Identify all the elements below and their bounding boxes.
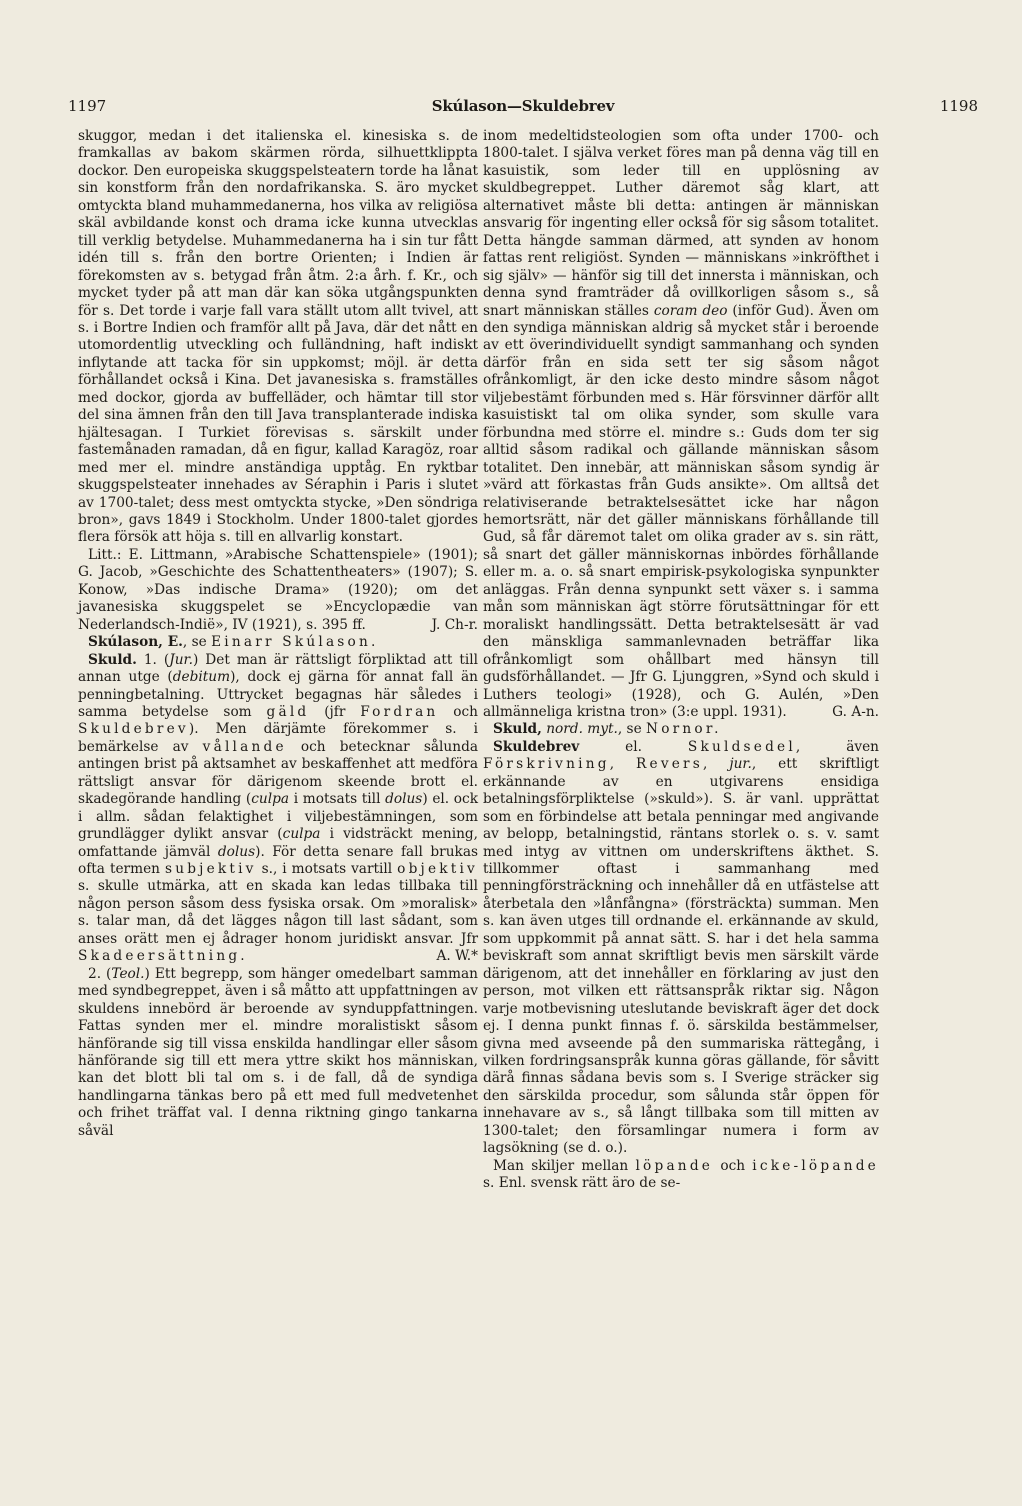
entry-headword: Skuldebrev	[493, 738, 580, 755]
latin-term: culpa	[282, 826, 321, 843]
cross-reference: Skuldebrev	[78, 721, 189, 738]
entry-skulason	[78, 634, 478, 651]
entry-text: ) Ett begrepp, som hänger omedelbart samman med syndbegreppet, även i så måtto att uppfattningen av skuldens innebörd är beroende av synduppfattningen. Fattas synden mer el. mindre moralistiskt såsom hänförande sig till vissa enskilda handlingar eller såsom hänförande sig till ett mera yttre skikt hos människan, kan det blott bli tal om s. i de fall, då de syndiga handlingarna tänkas bero på ett med full medvetenhet och frihet träffat val. I denna riktning gingo tankarna såväl	[78, 965, 478, 1139]
entry-skuld-jur	[78, 652, 478, 966]
author-signature: G. A-n.	[832, 703, 879, 720]
entry-headword: Skuld,	[493, 721, 542, 738]
entry-text: ) el. ock i allm. sådan felaktighet i viljebestämningen, som grundlägger dylikt ansvar (	[78, 791, 479, 843]
spaced-term: Revers	[636, 756, 704, 773]
paragraph-skuggspel: skuggor, medan i det italienska el. kinesiska s. de framkallas av bakom skärmen rörda, silhuettklippta dockor. Den europeiska skuggspelsteatern torde ha lånat sin konstform från den nordafrikanska. S. äro mycket omtyckta bland muhammedanerna, hos vilka av religiösa skäl avbildande konst och drama icke kunna utvecklas till verklig betydelse. Muhammedanerna ha i sin tur fått idén till s. från den bortre Orienten; i Indien är förekomsten av s. betygad från åtm. 2:a årh. f. Kr., och mycket tyder på att man där kan söka utgångspunkten för s. Det torde i varje fall vara ställt utom allt tvivel, att s. i Bortre Indien och framför allt på Java, där det nått en utomordentlig utveckling och fulländning, haft indiskt inflytande att tacka för sin uppkomst; möjl. är detta förhållandet också i Kina. Det javanesiska s. framställes med dockor, gjorda av buffelläder, och hämtar till stor del sina ämnen från den till Java transplanterade indiska hjältesagan. I Turkiet förevisas s. särskilt under fastemånaden ramadan, då en figur, kallad Karagöz, roar med mer el. mindre anständiga upptåg. En ryktbar skuggspelsteater innehades av Séraphin i Paris i slutet av 1700-talet; dess mest omtyckta stycke, »Den söndriga bron», gavs 1849 i Stockholm. Under 1800-talet gjordes flera försök att höja s. till en allvarlig konstart.	[78, 128, 478, 546]
entry-text: och	[438, 703, 479, 720]
latin-term: coram deo	[653, 302, 728, 319]
author-signature: J. Ch-r.	[431, 616, 478, 633]
cross-reference: Fordran	[360, 703, 439, 720]
entry-text: 2. (	[88, 965, 112, 982]
entry-text: ). För detta senare fall brukas ofta termen	[78, 843, 479, 878]
subject-label: Jur.	[169, 651, 193, 668]
entry-text: 1. (	[136, 651, 170, 668]
literature-text: Litt.: E. Littmann, »Arabische Schattenspiele» (1901); G. Jacob, »Geschichte des Schattentheaters» (1907); S. Konow, »Das indische Drama» (1920); om det javanesiska skuggspelet se »Encyclopædie van Nederlandsch-Indië», IV (1921), s. 395 ff.	[78, 546, 478, 633]
entry-text: i motsats till	[289, 791, 386, 808]
right-page-number: 1198	[939, 97, 978, 115]
entry-text: s., i motsats vartill	[256, 861, 398, 878]
left-page-number: 1197	[68, 97, 107, 115]
entry-text: i vidsträckt mening, omfattande jämväl	[78, 826, 478, 860]
entry-skuld-myt	[483, 721, 879, 738]
paragraph-literature	[78, 547, 478, 634]
latin-term: debitum	[172, 669, 231, 686]
running-title: Skúlason—Skuldebrev	[431, 97, 615, 115]
subject-label: nord. myt.	[541, 721, 618, 738]
spaced-term: subjektiv	[164, 861, 257, 878]
latin-term: dolus	[385, 791, 423, 808]
paragraph-lopande	[483, 1158, 879, 1193]
entry-text: inom medeltidsteologien som ofta under 1700- och 1800-talet. I själva verket föres man på denna väg till en kasuistik, som leder till en upplösning av skuldbegreppet. Luther däremot såg klart, att alternativet måste bli detta: antingen är människan ansvarig för ingenting eller också för sig såsom totalitet. Detta hängde samman därmed, att synden av honom fattas rent religiöst. Synden — människans »inkröfthet i sig själv» — hänför sig till det innersta i människan, och denna synd framträder då ovillkorligen såsom s., så snart människan ställes	[483, 128, 879, 319]
spaced-term: Skuldsedel	[687, 738, 796, 755]
entry-text: , ett skriftligt erkännande av en utgivarens ensidiga betalningsförpliktelse (»skuld»). S. är vanl. upprättat som en förbindelse att betala penningar med angivande av belopp, betalningstid, räntans storlek o. s. v. samt med intyg av vittnen om underskriftens äkthet. S. tillkommer oftast i sammanhang med penningförsträckning och innehåller då en utfästelse att återbetala den »lånfångna» (försträckta) summan. Men s. kan även utges till ordnande el. erkännande av skuld, som uppkommit på annat sätt. S. har i det hela samma beviskraft som annat skriftligt bevis men särskilt värde därigenom, att det innehåller en förklaring av just den person, mot vilken ett rättsanspråk riktar sig. Någon varje motbevisning uteslutande beviskraft äger det dock ej. I denna punkt finnas f. ö. särskilda bestämmelser, givna med avseende på den summariska rättegång, i vilken fordringsanspråk kunna göras gällande, för såvitt därå finnas sådana bevis som s. I Sverige sträcker sig den särskilda procedur, som sålunda står öppen för innehavare av s., så långt tillbaka som till mitten av 1300-talet; den församlingar numera i form av lagsökning (se d. o.).	[483, 756, 880, 1157]
entry-text: och betecknar sålunda antingen brist på aktsamhet av beskaffenhet att medföra rättsligt ansvar för därigenom skeende brott el. skadegörande handling (	[78, 738, 478, 808]
subject-label: jur.	[729, 756, 752, 773]
spaced-term: objektiv	[397, 861, 478, 878]
cross-reference: Skadeersättning.	[78, 948, 248, 965]
latin-term: dolus	[217, 843, 256, 860]
page-header	[68, 97, 978, 119]
entry-skuldebrev	[483, 739, 879, 1158]
entry-text: , se	[617, 721, 647, 738]
entry-text: ) Det man är rättsligt förpliktad att till annan utge (	[78, 651, 479, 686]
entry-text: s. Enl. svensk rätt äro de se-	[483, 1175, 681, 1192]
entry-text: (inför Gud). Även om den syndiga människan aldrig så mycket står i beroende av ett överindividuellt syndigt sammanhang och synden därför från en sida sett ter sig såsom något ofrånkomligt, är den icke desto mindre såsom något viljebestämt förbunden med s. Här försvinner därför allt kasuistiskt tal om olika synder, som skulle vara förbundna med större el. mindre s.: Guds dom ter sig alltid såsom radikal och gällande människan såsom totalitet. Den innebär, att människan såsom syndig är »värd att förkastas från Guds ansikte». Om alltså det relativiserande betraktelsesättet icke har någon hemortsrätt, när det gäller människans förhållande till Gud, så får däremot talet om olika grader av s. sin rätt, så snart det gäller människornas inbördes förhållande eller m. a. o. så snart empirisk-psykologiska synpunkter anläggas. Från denna synpunkt sett växer s. i samma mån som människan ägt större förutsättningar för ett moraliskt handlingssätt. Detta betraktelsesätt är vad den mänskliga sammanlevnaden beträffar lika ofrånkomligt som ohållbart med hänsyn till gudsförhållandet. — Jfr G. Ljunggren, »Synd och skuld i Luthers teologi» (1928), och G. Aulén, »Den allmänneliga kristna tron» (3:e uppl. 1931).	[483, 302, 879, 720]
right-column	[483, 128, 879, 1193]
entry-text: ,	[703, 756, 730, 773]
entry-text: Man skiljer mellan	[493, 1157, 636, 1174]
spaced-term: icke-löpande	[752, 1157, 879, 1174]
spaced-term: löpande	[635, 1157, 714, 1174]
entry-text: s. skulle utmärka, att en skada kan ledas tillbaka till någon person såsom dess fysiska orsak. Om »moralisk» s. talar man, då det lägges någon till last sådant, som anses orätt men ej ådrager honom juridiskt ansvar. Jfr	[78, 878, 478, 947]
cross-reference: Einarr Skúlason.	[211, 634, 379, 651]
entry-text: , även	[795, 738, 879, 755]
entry-headword: Skúlason, E.	[88, 634, 183, 651]
subject-label: Teol.	[111, 965, 145, 982]
entry-text: (jfr	[309, 703, 361, 720]
entry-text: ,	[609, 756, 637, 773]
spaced-term: vållande	[202, 738, 287, 755]
entry-headword: Skuld.	[88, 651, 137, 668]
author-signature: A. W.*	[436, 948, 478, 965]
entry-text: ). Men därjämte förekommer s. i bemärkelse av	[78, 721, 478, 755]
latin-term: culpa	[251, 791, 290, 808]
entry-text: , se	[182, 634, 212, 651]
entry-text: ), dock ej gärna för annat fall än penningbetalning. Uttrycket begagnas här således i samma betydelse som	[78, 669, 478, 720]
paragraph-teol-continued	[483, 128, 879, 721]
cross-reference: Nornor.	[646, 721, 722, 738]
spaced-term: gäld	[266, 703, 310, 720]
entry-text: el.	[579, 738, 688, 755]
spaced-term: Förskrivning	[483, 756, 610, 773]
entry-text: och	[713, 1157, 753, 1174]
left-column	[78, 128, 478, 1140]
entry-skuld-teol	[78, 966, 478, 1141]
